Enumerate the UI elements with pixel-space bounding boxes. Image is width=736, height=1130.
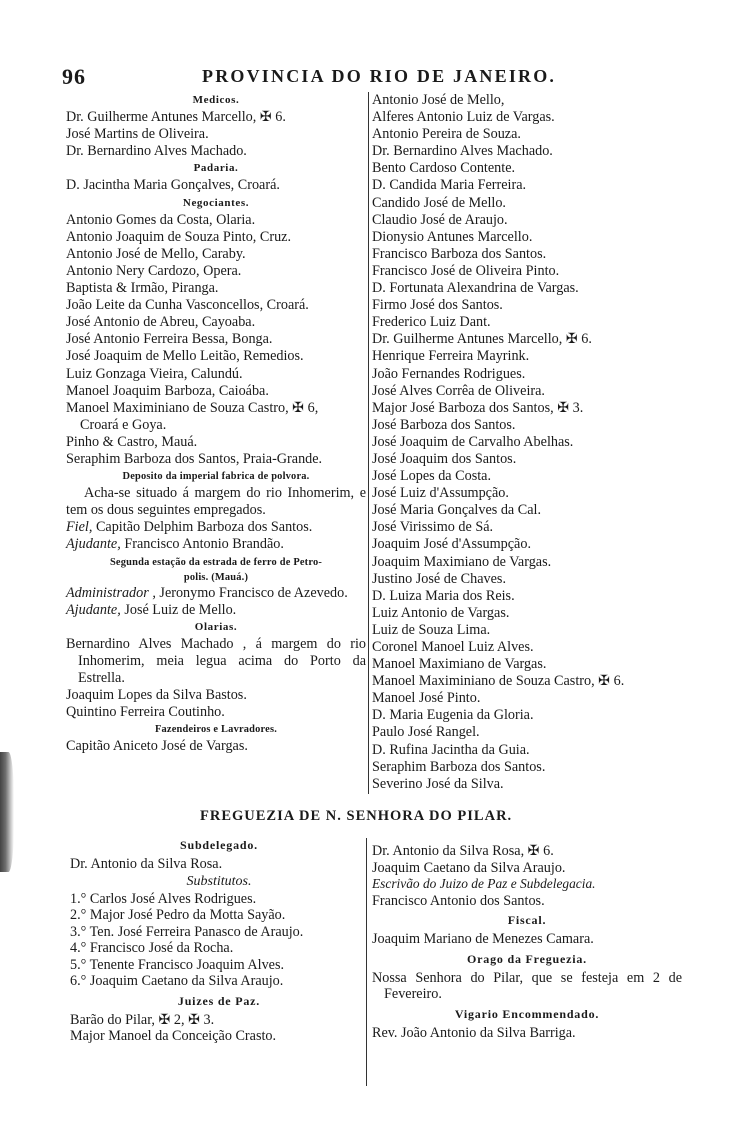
list-item: D. Luiza Maria dos Reis. (372, 587, 515, 604)
list-item: Candido José de Mello. (372, 194, 506, 211)
deposito-paragraph: Acha-se situado á margem do rio Inhomerim, e tem os dous seguintes empregados. (66, 485, 366, 519)
fiel-name: Capitão Delphim Barboza dos Santos. (95, 519, 313, 536)
fiel-entry (66, 519, 366, 536)
left-column-bottom (70, 834, 368, 1045)
section-heading-juizes: Juizes de Paz. (177, 993, 261, 1008)
list-item: Alferes Antonio Luiz de Vargas. (372, 109, 555, 126)
list-item: Manoel Maximiniano de Souza Castro, ✠ 6. (372, 673, 625, 690)
list-item: Antonio Joaquim de Souza Pinto, Cruz. (66, 228, 292, 245)
list-item: Joaquim Lopes da Silva Bastos. (66, 687, 247, 704)
list-item: Nossa Senhora do Pilar, que se festeja em 2 de Fevereiro. (372, 969, 682, 1002)
list-item: José Antonio Ferreira Bessa, Bonga. (66, 331, 273, 348)
administrador-name: Jeronymo Francisco de Azevedo. (159, 584, 348, 601)
list-item: Major José Barboza dos Santos, ✠ 3. (372, 399, 584, 416)
list-item: José Joaquim de Mello Leitão, Remedios. (66, 348, 304, 365)
page-header (62, 64, 702, 88)
ajudante-entry-2 (66, 602, 366, 619)
list-item: 5.° Tenente Francisco Joaquim Alves. (70, 956, 285, 973)
list-item: 2.° Major José Pedro da Motta Sayão. (70, 907, 286, 923)
list-item: João Fernandes Rodrigues. (372, 365, 526, 382)
list-item: Claudio José de Araujo. (372, 211, 508, 228)
list-item: Coronel Manoel Luiz Alves. (372, 639, 534, 655)
list-item: Firmo José dos Santos. (372, 297, 503, 314)
list-item: 3.° Ten. José Ferreira Panasco de Araujo. (70, 923, 304, 940)
list-item: D. Jacintha Maria Gonçalves, Croará. (66, 177, 280, 194)
ajudante-label-2: Ajudante, (66, 601, 121, 618)
list-item: Seraphim Barboza dos Santos, Praia-Grande. (66, 450, 323, 467)
list-item: Manoel Maximiano de Vargas. (372, 656, 547, 673)
list-item: Joaquim Maximiano de Vargas. (372, 553, 552, 570)
column-divider-top (368, 92, 369, 794)
list-item: José Virissimo de Sá. (372, 519, 494, 536)
list-item: Antonio Nery Cardozo, Opera. (66, 262, 242, 279)
section-heading-olarias: Olarias. (194, 620, 238, 633)
section-heading-segunda-estacao-cont: polis. (Mauá.) (183, 571, 249, 583)
section-heading-deposito: Deposito da imperial fabrica de polvora. (122, 471, 310, 483)
list-item: José Joaquim dos Santos. (372, 450, 517, 467)
list-item: José Joaquim de Carvalho Abelhas. (372, 433, 574, 450)
list-item: Paulo José Rangel. (372, 724, 480, 741)
section-heading-medicos: Medicos. (192, 94, 240, 106)
section-heading-padaria: Padaria. (193, 162, 239, 175)
list-item: Manoel Joaquim Barboza, Caioába. (66, 382, 269, 399)
list-item: Pinho & Castro, Mauá. (66, 433, 198, 450)
section-heading-segunda-estacao: Segunda estação da estrada de ferro de Petro- (109, 556, 323, 568)
list-item: Dr. Bernardino Alves Machado. (372, 143, 553, 160)
section-heading-negociantes: Negociantes. (182, 196, 250, 209)
section-title-freguezia: FREGUEZIA DE N. SENHORA DO PILAR. (200, 808, 513, 824)
left-column-top (66, 92, 366, 756)
list-item: Henrique Ferreira Mayrink. (372, 348, 530, 365)
list-item: Luiz Gonzaga Vieira, Calundú. (66, 365, 243, 382)
right-column-bottom (372, 843, 682, 1041)
list-item: João Leite da Cunha Vasconcellos, Croará. (66, 297, 309, 314)
section-heading-orago: Orago da Freguezia. (467, 951, 587, 966)
list-item: 1.° Carlos José Alves Rodrigues. (70, 890, 257, 907)
list-item: José Martins de Oliveira. (66, 126, 209, 143)
list-item: D. Maria Eugenia da Gloria. (372, 707, 534, 724)
list-item: José Lopes da Costa. (372, 468, 492, 485)
list-item: Dr. Antonio da Silva Rosa, ✠ 6. (372, 843, 554, 859)
list-item: Luiz Antonio de Vargas. (372, 604, 510, 621)
list-item: Seraphim Barboza dos Santos. (372, 758, 546, 775)
list-item: Dr. Guilherme Antunes Marcello, ✠ 6. (372, 331, 592, 348)
section-heading-fazendeiros: Fazendeiros e Lavradores. (154, 724, 278, 736)
list-item: Major Manoel da Conceição Crasto. (70, 1028, 277, 1044)
list-item: Severino José da Silva. (372, 775, 504, 792)
list-item: Dr. Antonio da Silva Rosa. (70, 856, 223, 872)
list-item: Bento Cardoso Contente. (372, 160, 516, 177)
section-heading-escrivao: Escrivão do Juizo de Paz e Subdelegacia. (372, 876, 596, 891)
ajudante-entry (66, 536, 366, 553)
list-item: José Barboza dos Santos. (372, 416, 516, 433)
list-item: 6.° Joaquim Caetano da Silva Araujo. (70, 973, 284, 989)
list-item: Justino José de Chaves. (372, 570, 506, 587)
list-item: Rev. João Antonio da Silva Barriga. (372, 1024, 576, 1041)
list-item: Baptista & Irmão, Piranga. (66, 280, 219, 297)
list-item: Capitão Aniceto José de Vargas. (66, 738, 248, 755)
list-item: Antonio José de Mello, Caraby. (66, 245, 246, 262)
ajudante-name: Francisco Antonio Brandão. (124, 536, 284, 553)
list-item: D. Rufina Jacintha da Guia. (372, 741, 530, 758)
page-number: 96 (62, 64, 86, 89)
administrador-label: Administrador , (66, 584, 156, 601)
list-item: D. Fortunata Alexandrina de Vargas. (372, 280, 579, 297)
list-item: Bernardino Alves Machado , á margem do rio Inhomerim, meia legua acima do Porto da Estrella. (66, 635, 366, 687)
list-item: José Maria Gonçalves da Cal. (372, 502, 542, 519)
section-heading-substitutos: Substitutos. (186, 873, 252, 889)
list-item: Luiz de Souza Lima. (372, 621, 491, 638)
list-item: Dionysio Antunes Marcello. (372, 228, 533, 245)
ajudante-label: Ajudante, (66, 536, 121, 553)
list-item: Francisco Antonio dos Santos. (372, 892, 545, 909)
list-item: Dr. Bernardino Alves Machado. (66, 143, 247, 160)
list-item: 4.° Francisco José da Rocha. (70, 940, 234, 956)
administrador-entry (66, 585, 366, 602)
list-item: Antonio Gomes da Costa, Olaria. (66, 211, 256, 228)
section-heading-fiscal: Fiscal. (507, 913, 547, 927)
binding-edge-shadow (0, 752, 14, 872)
ajudante-name-2: José Luiz de Mello. (124, 601, 237, 618)
fiel-label: Fiel, (66, 519, 93, 536)
list-item: Dr. Guilherme Antunes Marcello, ✠ 6. (66, 109, 286, 126)
list-item: José Luiz d'Assumpção. (372, 485, 509, 502)
list-item: Francisco José de Oliveira Pinto. (372, 262, 560, 279)
list-item: Barão do Pilar, ✠ 2, ✠ 3. (70, 1011, 215, 1028)
list-item: Frederico Luiz Dant. (372, 314, 491, 331)
list-item: D. Candida Maria Ferreira. (372, 177, 527, 194)
list-item: Manoel Maximiniano de Souza Castro, ✠ 6, (66, 399, 319, 416)
list-item: José Alves Corrêa de Oliveira. (372, 382, 545, 399)
list-item: Manoel José Pinto. (372, 690, 481, 707)
list-item: Quintino Ferreira Coutinho. (66, 704, 225, 721)
list-item: Antonio Pereira de Souza. (372, 126, 521, 143)
list-item: Joaquim Caetano da Silva Araujo. (372, 859, 566, 876)
list-item-continuation: Croará e Goya. (80, 416, 167, 433)
list-item: José Antonio de Abreu, Cayoaba. (66, 314, 256, 331)
page-title: PROVINCIA DO RIO DE JANEIRO. (202, 66, 557, 86)
list-item: Antonio José de Mello, (372, 92, 505, 108)
right-column-top (372, 92, 692, 793)
list-item: Francisco Barboza dos Santos. (372, 245, 547, 262)
section-heading-subdelegado: Subdelegado. (180, 838, 258, 852)
list-item: Joaquim José d'Assumpção. (372, 536, 531, 553)
list-item: Joaquim Mariano de Menezes Camara. (372, 931, 594, 947)
section-heading-vigario: Vigario Encommendado. (454, 1006, 600, 1021)
